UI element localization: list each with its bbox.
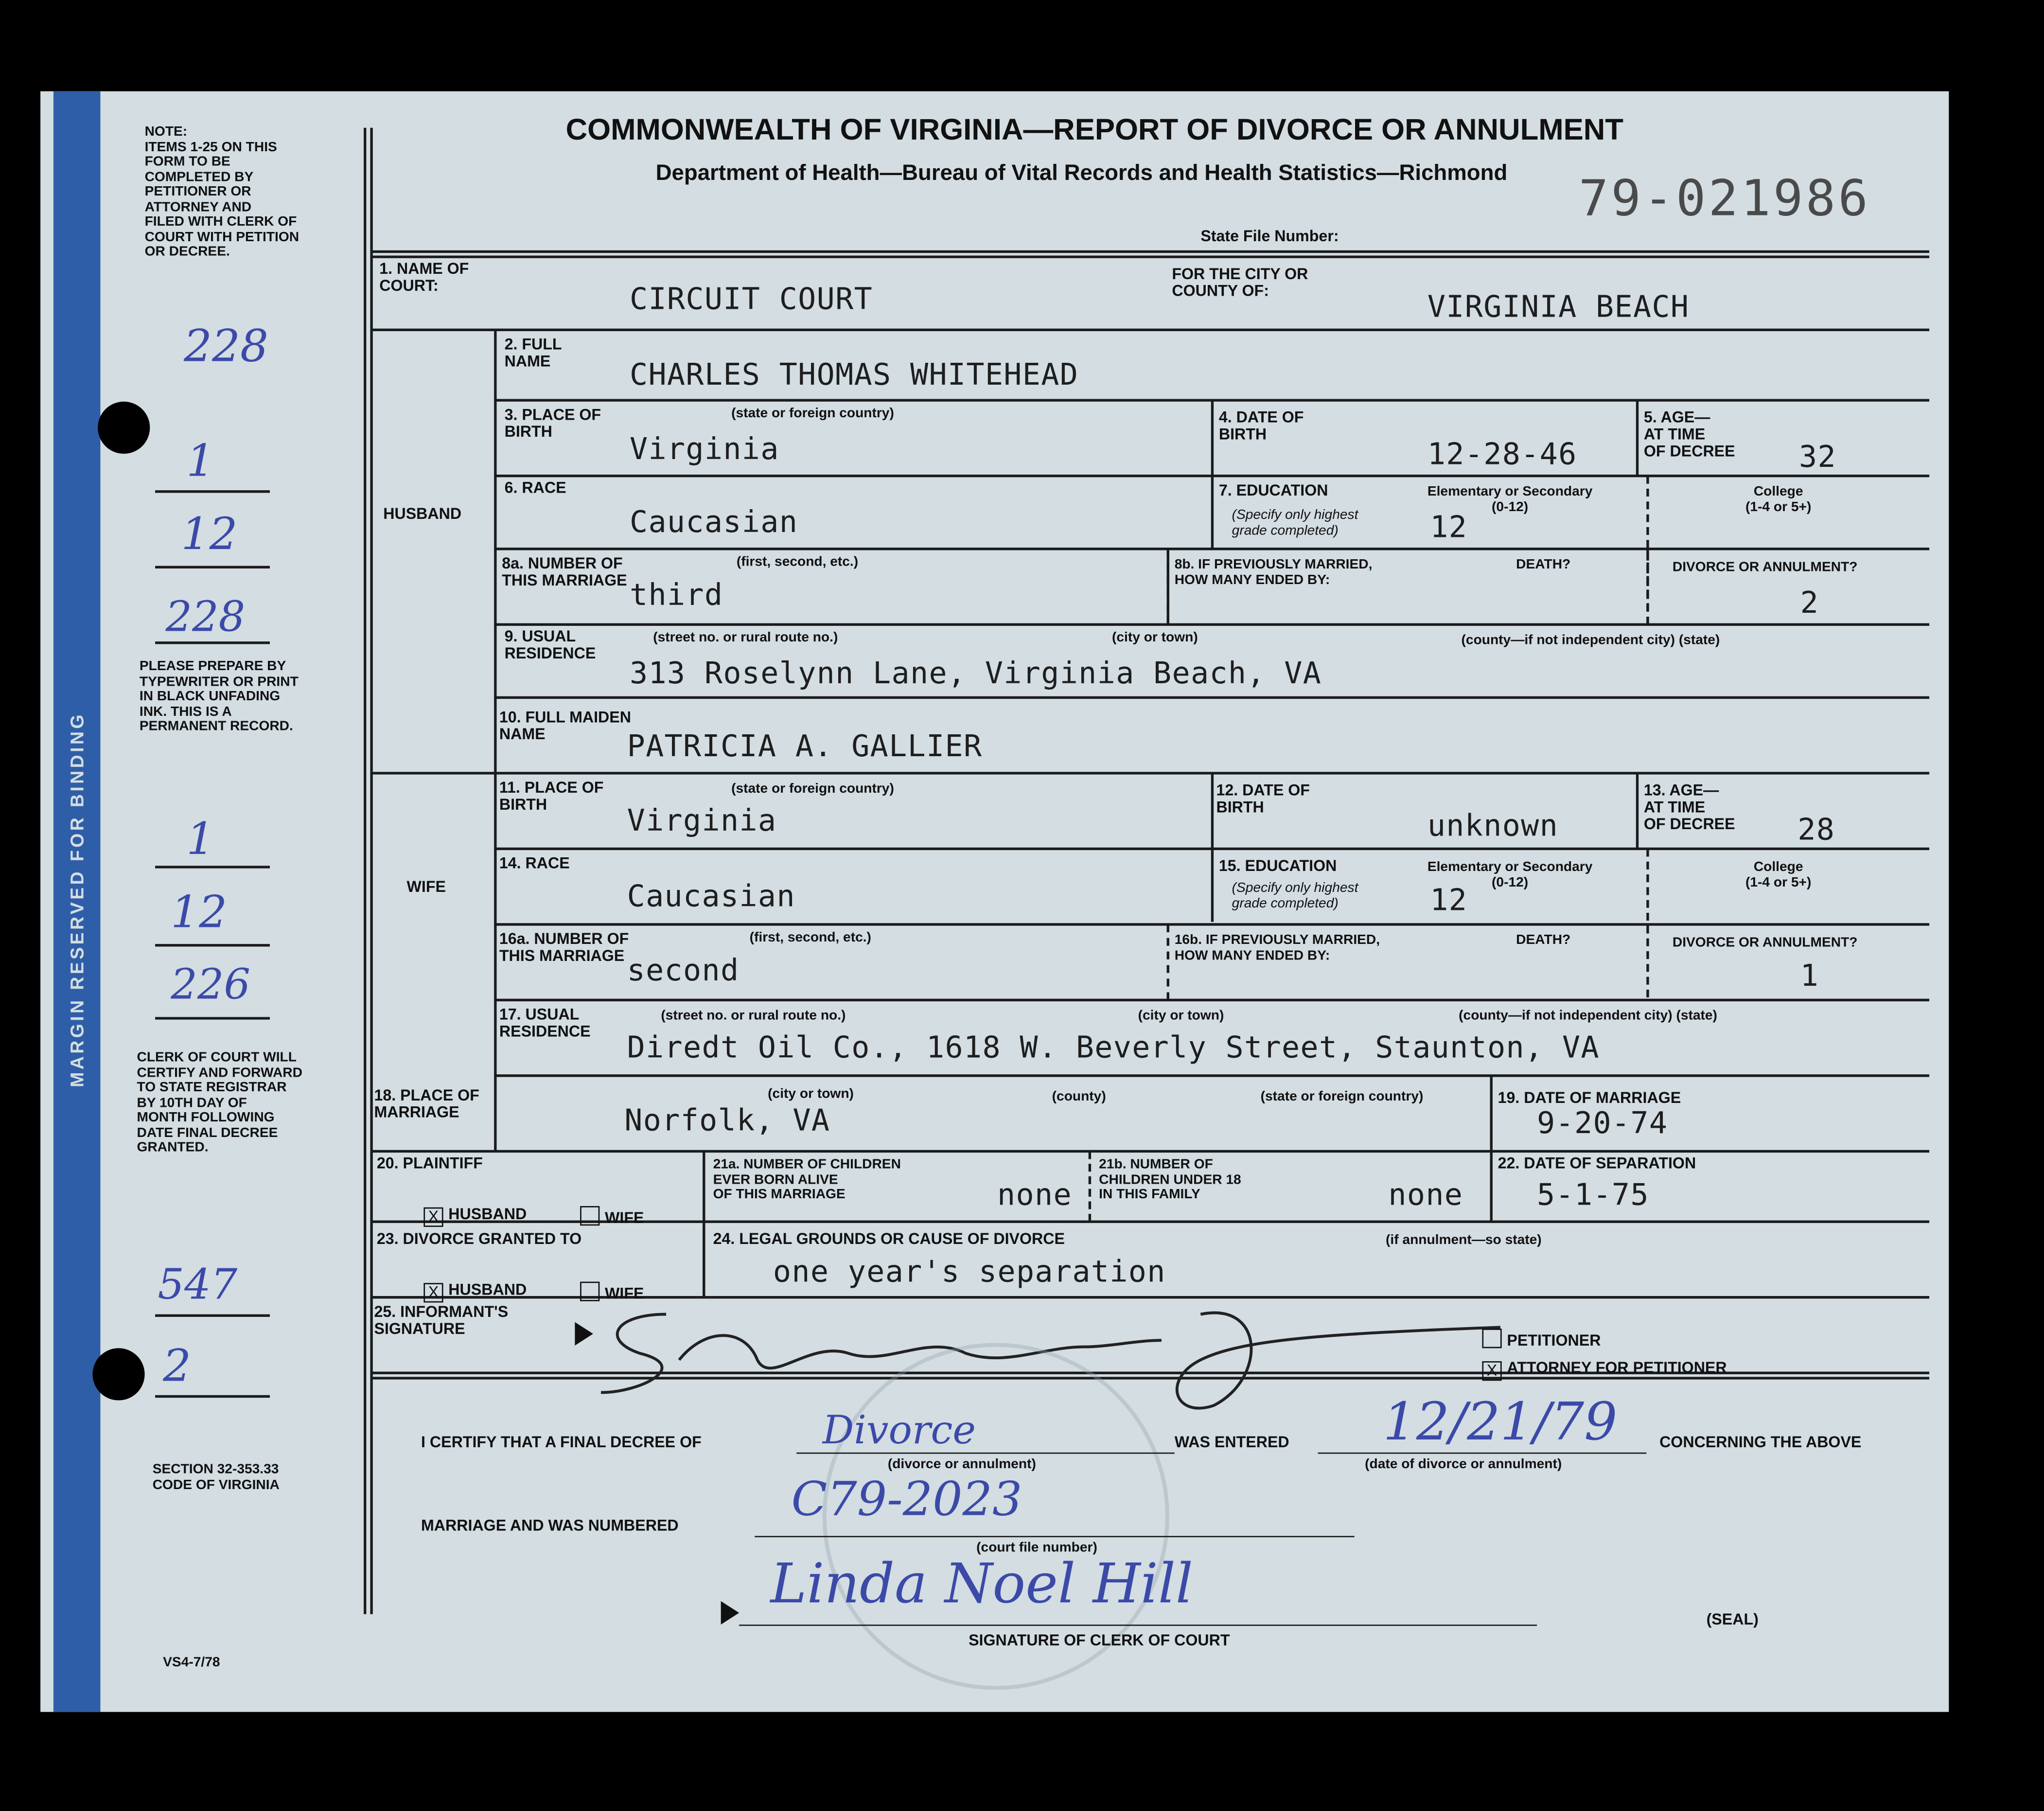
label-college-h: College (1-4 or 5+) (1745, 483, 1812, 515)
value-date-marriage: 9-20-74 (1537, 1107, 1668, 1141)
label-county-state-w: (county—if not independent city) (state) (1459, 1008, 1717, 1024)
sidebar-prepare: PLEASE PREPARE BY TYPEWRITER OR PRINT IN BLACK UNFADING INK. THIS IS A PERMANENT RECORD. (139, 658, 299, 734)
label-children-u18: 21b. NUMBER OF CHILDREN UNDER 18 IN THIS FAMILY (1099, 1156, 1241, 1202)
label-clerk-signature: SIGNATURE OF CLERK OF COURT (969, 1631, 1230, 1650)
label-maiden: 10. FULL MAIDEN NAME (499, 708, 631, 744)
value-husband-race: Caucasian (629, 506, 798, 540)
label-place-birth-w: 11. PLACE OF BIRTH (499, 778, 604, 814)
label-if-annulment: (if annulment—so state) (1386, 1232, 1542, 1248)
value-wife-residence: Diredt Oil Co., 1618 W. Beverly Street, Staunton, VA (627, 1031, 1600, 1065)
value-grounds: one year's separation (773, 1255, 1166, 1290)
label-full-name-h: 2. FULL NAME (504, 335, 562, 371)
label-age-h: 5. AGE— AT TIME OF DECREE (1643, 408, 1735, 461)
label-street-w: (street no. or rural route no.) (661, 1008, 846, 1024)
hand-note: 12 (171, 887, 228, 939)
label-edu-spec-h: (Specify only highest grade completed) (1232, 507, 1358, 538)
label-dob-w: 12. DATE OF BIRTH (1216, 781, 1310, 817)
label-age-w: 13. AGE— AT TIME OF DECREE (1643, 781, 1735, 834)
form-title: COMMONWEALTH OF VIRGINIA—REPORT OF DIVORCE OR ANNULMENT (565, 112, 1623, 146)
hand-note: 228 (184, 320, 269, 373)
value-husband-edu: 12 (1430, 511, 1468, 545)
hand-note: 547 (158, 1259, 238, 1309)
hand-note: 1 (186, 435, 215, 488)
label-state-country-w: (state or foreign country) (731, 781, 894, 797)
label-college-w: College (1-4 or 5+) (1745, 859, 1812, 890)
hand-note: 12 (181, 508, 238, 561)
label-city-town-m: (city or town) (768, 1086, 854, 1102)
report-form (40, 91, 1949, 1712)
plaintiff-husband-option[interactable] (423, 1189, 527, 1227)
label-city-town-h: (city or town) (1111, 629, 1198, 646)
label-div-ann-w: DIVORCE OR ANNULMENT? (1672, 935, 1858, 951)
label-first-second-h: (first, second, etc.) (736, 554, 859, 570)
label-death-h: DEATH? (1516, 556, 1571, 573)
label-res-w: 17. USUAL RESIDENCE (499, 1005, 591, 1041)
binding-margin-text: MARGIN RESERVED FOR BINDING (66, 712, 88, 1087)
hand-note: 2 (163, 1340, 192, 1393)
form-number: VS4-7/78 (163, 1654, 220, 1670)
label-elem-h: Elementary or Secondary (0-12) (1427, 483, 1593, 515)
state-file-number: 79-021986 (1578, 169, 1871, 227)
label-race-h: 6. RACE (504, 478, 566, 497)
label-county-state-h: (county—if not independent city) (state) (1461, 632, 1720, 648)
section-wife: WIFE (406, 877, 446, 896)
petitioner-label: PETITIONER (1507, 1331, 1601, 1349)
granted-wife-label: WIFE (605, 1284, 644, 1303)
label-children-born: 21a. NUMBER OF CHILDREN EVER BORN ALIVE OF THIS MARRIAGE (713, 1156, 901, 1202)
punch-hole (92, 1348, 144, 1400)
label-date-div: (date of divorce or annulment) (1365, 1456, 1562, 1472)
attorney-checkbox[interactable]: X (1482, 1361, 1501, 1381)
label-city-county: FOR THE CITY OR COUNTY OF: (1172, 265, 1308, 300)
value-wife-birthplace: Virginia (627, 804, 777, 838)
label-street-h: (street no. or rural route no.) (653, 629, 838, 646)
plaintiff-husband-checkbox[interactable]: X (423, 1207, 443, 1227)
label-state-country-m: (state or foreign country) (1260, 1088, 1424, 1104)
hand-note: 228 (165, 592, 246, 642)
label-dob-h: 4. DATE OF BIRTH (1218, 408, 1304, 444)
attorney-option[interactable] (1482, 1343, 1727, 1381)
value-children-born: none (997, 1178, 1072, 1213)
value-husband-residence: 313 Roselynn Lane, Virginia Beach, VA (629, 657, 1322, 691)
value-husband-name: CHARLES THOMAS WHITEHEAD (629, 358, 1079, 393)
label-date-marriage: 19. DATE OF MARRIAGE (1498, 1088, 1681, 1107)
hand-note: 1 (186, 814, 215, 866)
label-city-town-w: (city or town) (1138, 1008, 1224, 1024)
label-death-w: DEATH? (1516, 932, 1571, 948)
value-wife-prev-divorces: 1 (1800, 959, 1819, 994)
label-first-second-w: (first, second, etc.) (749, 929, 871, 945)
arrow-icon (721, 1601, 740, 1624)
plaintiff-wife-label: WIFE (605, 1208, 644, 1227)
label-court: 1. NAME OF COURT: (379, 259, 469, 295)
label-num-marr-w: 16a. NUMBER OF THIS MARRIAGE (499, 929, 629, 965)
label-edu-spec-w: (Specify only highest grade completed) (1232, 880, 1358, 911)
label-seal: (SEAL) (1706, 1610, 1759, 1629)
label-concerning: CONCERNING THE ABOVE (1659, 1433, 1862, 1452)
label-edu-w: 15. EDUCATION (1218, 856, 1337, 875)
label-place-birth-h: 3. PLACE OF BIRTH (504, 405, 601, 441)
label-prev-marr-w: 16b. IF PREVIOUSLY MARRIED, HOW MANY ENDED BY: (1174, 932, 1380, 963)
attorney-label: ATTORNEY FOR PETITIONER (1507, 1358, 1727, 1377)
punch-hole (98, 402, 150, 454)
value-decree-type: Divorce (822, 1408, 976, 1454)
label-informant: 25. INFORMANT'S SIGNATURE (374, 1302, 509, 1338)
value-husband-age: 32 (1798, 441, 1836, 475)
value-husband-birthplace: Virginia (629, 433, 779, 467)
label-date-separation: 22. DATE OF SEPARATION (1498, 1154, 1696, 1172)
label-num-marr-h: 8a. NUMBER OF THIS MARRIAGE (502, 554, 627, 589)
section-husband: HUSBAND (383, 504, 462, 523)
value-decree-date: 12/21/79 (1383, 1392, 1618, 1453)
plaintiff-wife-checkbox[interactable] (580, 1206, 599, 1225)
label-state-country-h: (state or foreign country) (731, 405, 894, 422)
label-grounds: 24. LEGAL GROUNDS OR CAUSE OF DIVORCE (713, 1229, 1065, 1248)
label-prev-marr-h: 8b. IF PREVIOUSLY MARRIED, HOW MANY ENDED BY: (1174, 556, 1373, 587)
value-wife-edu: 12 (1430, 884, 1468, 918)
value-husband-prev-divorces: 2 (1800, 586, 1819, 621)
granted-husband-label: HUSBAND (448, 1280, 527, 1299)
plaintiff-wife-option[interactable] (580, 1189, 644, 1227)
value-wife-marriage-no: second (627, 954, 740, 989)
label-div-ann-h: DIVORCE OR ANNULMENT? (1672, 559, 1858, 575)
sidebar-note: NOTE: ITEMS 1-25 ON THIS FORM TO BE COMPLETED BY PETITIONER OR ATTORNEY AND FILED WITH CLERK OF COURT WITH PETITION OR DECREE. (144, 124, 300, 260)
label-was-entered: WAS ENTERED (1174, 1433, 1289, 1452)
value-wife-age: 28 (1797, 814, 1835, 848)
value-husband-dob: 12-28-46 (1427, 438, 1577, 472)
label-numbered: MARRIAGE AND WAS NUMBERED (421, 1516, 679, 1535)
label-court-file: (court file number) (976, 1540, 1097, 1556)
label-plaintiff: 20. PLAINTIFF (376, 1154, 483, 1172)
value-date-separation: 5-1-75 (1537, 1178, 1649, 1213)
label-county-m: (county) (1052, 1088, 1106, 1104)
value-clerk-signature: Linda Noel Hill (770, 1551, 1193, 1616)
value-court-file-number: C79-2023 (791, 1473, 1022, 1527)
label-granted-to: 23. DIVORCE GRANTED TO (376, 1229, 582, 1248)
hand-note: 226 (171, 959, 250, 1010)
value-children-u18: none (1388, 1178, 1463, 1213)
granted-husband-checkbox[interactable]: X (423, 1283, 443, 1302)
label-res-h: 9. USUAL RESIDENCE (504, 627, 596, 663)
label-race-w: 14. RACE (499, 854, 570, 872)
granted-husband-option[interactable] (423, 1265, 527, 1303)
label-place-marriage: 18. PLACE OF MARRIAGE (374, 1086, 479, 1121)
value-wife-dob: unknown (1427, 809, 1559, 844)
value-city: VIRGINIA BEACH (1427, 290, 1690, 325)
plaintiff-husband-label: HUSBAND (448, 1205, 527, 1223)
label-edu-h: 7. EDUCATION (1218, 481, 1328, 499)
label-div-or-ann: (divorce or annulment) (887, 1456, 1036, 1472)
label-elem-w: Elementary or Secondary (0-12) (1427, 859, 1593, 890)
value-court: CIRCUIT COURT (629, 283, 873, 317)
label-certify: I CERTIFY THAT A FINAL DECREE OF (421, 1433, 702, 1452)
value-wife-race: Caucasian (627, 880, 795, 914)
sidebar-clerk: CLERK OF COURT WILL CERTIFY AND FORWARD TO STATE REGISTRAR BY 10TH DAY OF MONTH FOLLOWING DATE FINAL DECREE GRANTED. (137, 1049, 302, 1155)
value-wife-name: PATRICIA A. GALLIER (627, 730, 983, 764)
sidebar-section: SECTION 32-353.33 CODE OF VIRGINIA (152, 1461, 280, 1492)
value-place-marriage: Norfolk, VA (624, 1104, 830, 1138)
state-file-label: State File Number: (1200, 227, 1339, 246)
value-husband-marriage-no: third (629, 579, 723, 613)
form-subtitle: Department of Health—Bureau of Vital Records and Health Statistics—Richmond (655, 160, 1508, 185)
